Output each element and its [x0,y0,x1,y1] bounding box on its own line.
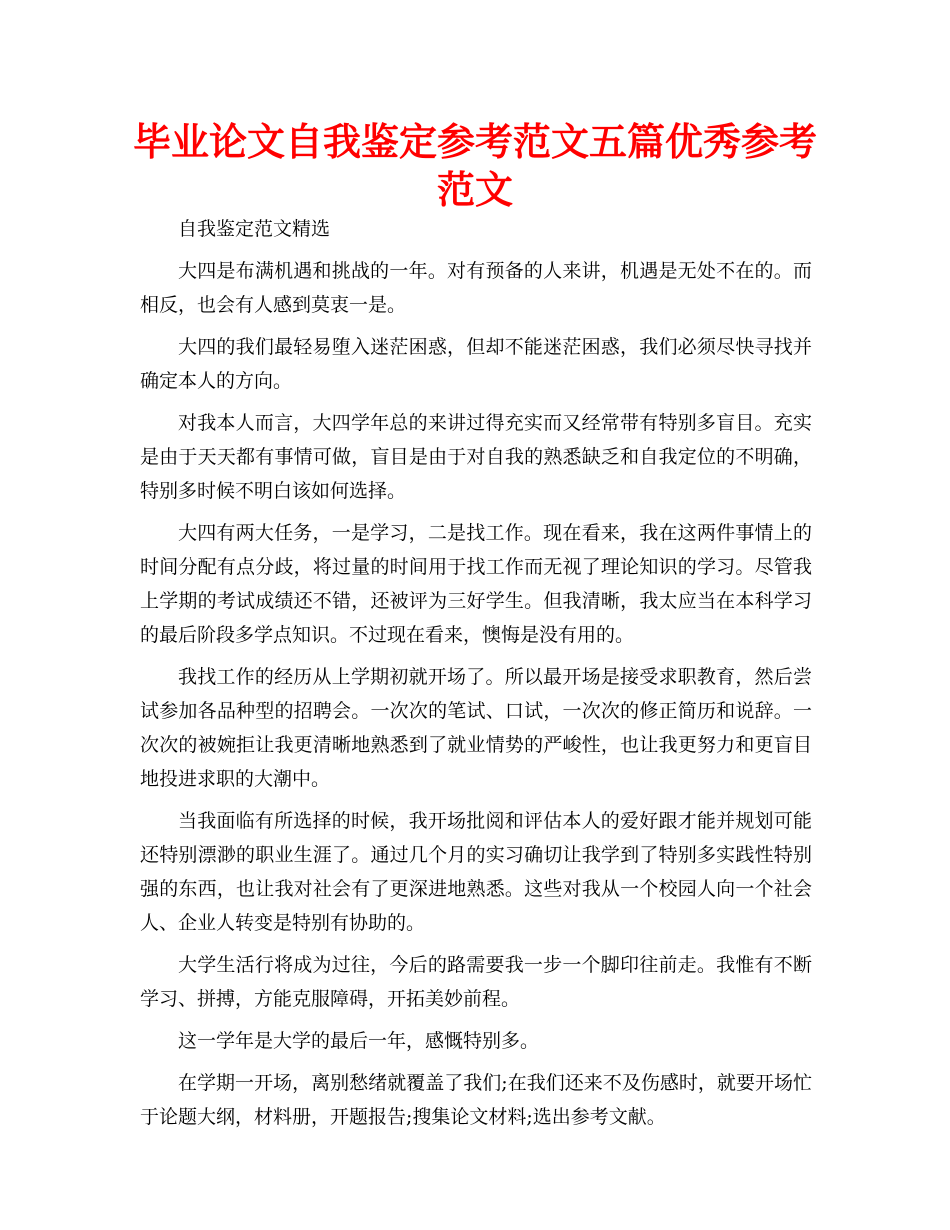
paragraph: 自我鉴定范文精选 [178,218,331,240]
document-title: 毕业论文自我鉴定参考范文五篇优秀参考范文 [132,120,817,212]
paragraph: 对我本人而言，大四学年总的来讲过得充实而又经常带有特别多盲目。充实是由于天天都有事情可做，盲目是由于对自我的熟悉缺乏和自我定位的不明确，特别多时候不明白该如何选择。 [140,412,812,502]
paragraph: 大四是布满机遇和挑战的一年。对有预备的人来讲，机遇是无处不在的。而相反，也会有人感到莫衷一是。 [140,260,812,316]
paragraph: 大四有两大任务，一是学习，二是找工作。现在看来，我在这两件事情上的时间分配有点分歧，将过量的时间用于找工作而无视了理论知识的学习。尽管我上学期的考试成绩还不错，还被评为三好学生。但我清晰，我太应当在本科学习的最后阶段多学点知识。不过现在看来，懊悔是没有用的。 [140,522,812,646]
paragraph: 我找工作的经历从上学期初就开场了。所以最开场是接受求职教育，然后尝试参加各品种型的招聘会。一次次的笔试、口试，一次次的修正简历和说辞。一次次的被婉拒让我更清晰地熟悉到了就业情势的严峻性，也让我更努力和更盲目地投进求职的大潮中。 [140,666,812,790]
paragraph: 在学期一开场，离别愁绪就覆盖了我们;在我们还来不及伤感时，就要开场忙于论题大纲，材料册，开题报告;搜集论文材料;选出参考文献。 [140,1072,812,1128]
paragraph: 大学生活行将成为过往，今后的路需要我一步一个脚印往前走。我惟有不断学习、拼搏，方能克服障碍，开拓美妙前程。 [140,954,812,1010]
paragraph: 大四的我们最轻易堕入迷茫困惑，但却不能迷茫困惑，我们必须尽快寻找并确定本人的方向。 [140,336,812,392]
paragraph: 当我面临有所选择的时候，我开场批阅和评估本人的爱好跟才能并规划可能还特别漂渺的职业生涯了。通过几个月的实习确切让我学到了特别多实践性特别强的东西，也让我对社会有了更深进地熟悉。这些对我从一个校园人向一个社会人、企业人转变是特别有协助的。 [140,810,812,934]
document-body [140,212,812,1142]
paragraph: 这一学年是大学的最后一年，感慨特别多。 [178,1030,540,1052]
